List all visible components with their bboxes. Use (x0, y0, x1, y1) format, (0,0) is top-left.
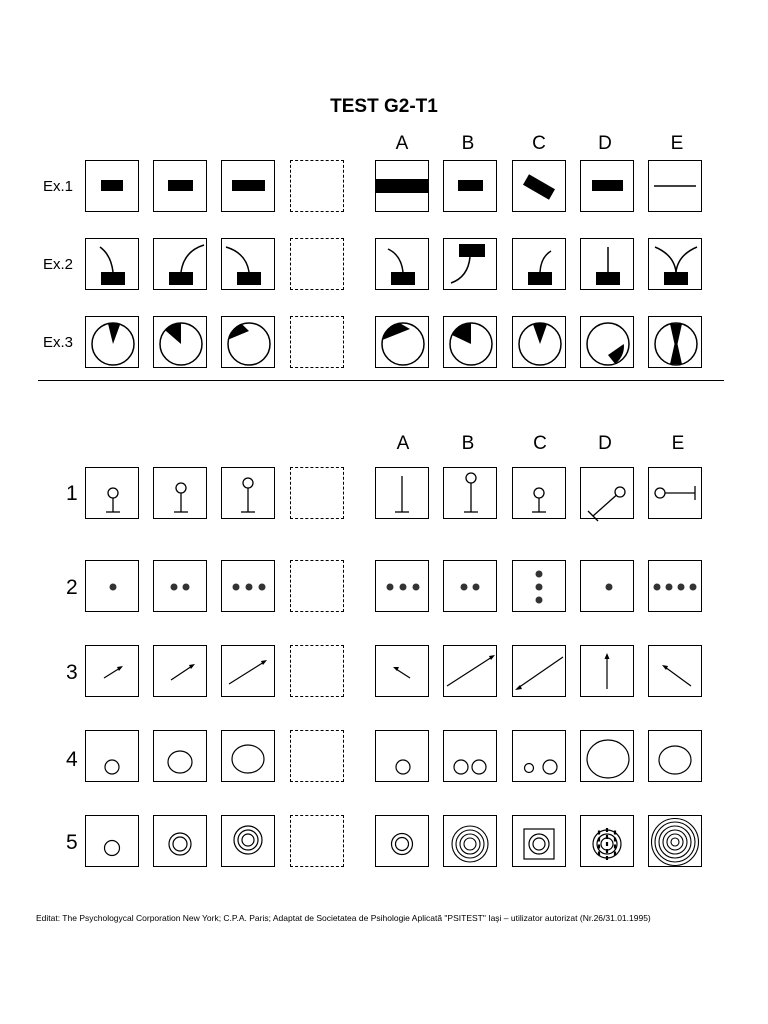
item4-sequence-1 (85, 730, 139, 782)
ex1-sequence-3 (221, 160, 275, 212)
item2-option-b[interactable] (443, 560, 497, 612)
ex3-sequence-3 (221, 316, 275, 368)
item3-option-d[interactable] (580, 645, 634, 697)
col-letter-e-test: E (671, 433, 685, 454)
item2-option-e[interactable] (648, 560, 702, 612)
ex2-sequence-2 (153, 238, 207, 290)
col-letter-c: C (532, 133, 546, 154)
item4-option-e[interactable] (648, 730, 702, 782)
row-label-ex2: Ex.2 (43, 256, 74, 273)
item4-sequence-2 (153, 730, 207, 782)
ex2-option-a[interactable] (375, 238, 429, 290)
item3-option-c[interactable] (512, 645, 566, 697)
ex2-option-d[interactable] (580, 238, 634, 290)
ex3-sequence-2 (153, 316, 207, 368)
col-letter-d: D (598, 133, 612, 154)
item2-option-a[interactable] (375, 560, 429, 612)
item3-option-a[interactable] (375, 645, 429, 697)
ex2-option-b[interactable] (443, 238, 497, 290)
item4-option-b[interactable] (443, 730, 497, 782)
ex1-option-d[interactable] (580, 160, 634, 212)
item3-option-e[interactable] (648, 645, 702, 697)
item4-option-c[interactable] (512, 730, 566, 782)
ex3-option-d[interactable] (580, 316, 634, 368)
item5-sequence-2 (153, 815, 207, 867)
item1-option-d[interactable] (580, 467, 634, 519)
row-label-3: 3 (66, 661, 78, 684)
item4-option-d[interactable] (580, 730, 634, 782)
item3-sequence-3 (221, 645, 275, 697)
item2-option-c[interactable] (512, 560, 566, 612)
row-label-4: 4 (66, 748, 78, 771)
ex3-missing-box[interactable] (290, 316, 344, 368)
section-divider (38, 380, 724, 381)
item4-missing-box[interactable] (290, 730, 344, 782)
item2-sequence-2 (153, 560, 207, 612)
item2-missing-box[interactable] (290, 560, 344, 612)
ex1-sequence-1 (85, 160, 139, 212)
col-letter-a: A (395, 133, 409, 154)
item3-sequence-1 (85, 645, 139, 697)
ex3-sequence-1 (85, 316, 139, 368)
item5-option-b[interactable] (443, 815, 497, 867)
ex2-missing-box[interactable] (290, 238, 344, 290)
item2-sequence-1 (85, 560, 139, 612)
item3-sequence-2 (153, 645, 207, 697)
ex3-option-c[interactable] (512, 316, 566, 368)
item5-option-d[interactable] (580, 815, 634, 867)
col-letter-b: B (461, 133, 475, 154)
ex1-option-b[interactable] (443, 160, 497, 212)
ex3-option-e[interactable] (648, 316, 702, 368)
item3-option-b[interactable] (443, 645, 497, 697)
item4-option-a[interactable] (375, 730, 429, 782)
ex3-option-a[interactable] (375, 316, 429, 368)
row-label-5: 5 (66, 831, 78, 854)
col-letter-a-test: A (396, 433, 410, 454)
ex2-option-e[interactable] (648, 238, 702, 290)
item5-sequence-3 (221, 815, 275, 867)
item5-option-a[interactable] (375, 815, 429, 867)
ex1-option-c[interactable] (512, 160, 566, 212)
item5-sequence-1 (85, 815, 139, 867)
ex1-option-a[interactable] (375, 160, 429, 212)
ex1-option-e[interactable] (648, 160, 702, 212)
col-letter-d-test: D (598, 433, 612, 454)
row-label-ex1: Ex.1 (43, 178, 74, 195)
item1-sequence-2 (153, 467, 207, 519)
row-label-2: 2 (66, 576, 78, 599)
col-letter-b-test: B (461, 433, 475, 454)
ex1-missing-box[interactable] (290, 160, 344, 212)
item1-sequence-1 (85, 467, 139, 519)
item1-option-a[interactable] (375, 467, 429, 519)
item5-option-e[interactable] (648, 815, 702, 867)
row-label-ex3: Ex.3 (43, 334, 74, 351)
row-label-1: 1 (66, 482, 78, 505)
ex3-option-b[interactable] (443, 316, 497, 368)
item2-sequence-3 (221, 560, 275, 612)
item2-option-d[interactable] (580, 560, 634, 612)
col-letter-c-test: C (533, 433, 547, 454)
ex2-sequence-1 (85, 238, 139, 290)
page-title: TEST G2-T1 (330, 96, 438, 117)
item5-option-c[interactable] (512, 815, 566, 867)
ex2-option-c[interactable] (512, 238, 566, 290)
item1-option-c[interactable] (512, 467, 566, 519)
item1-missing-box[interactable] (290, 467, 344, 519)
ex1-sequence-2 (153, 160, 207, 212)
item5-missing-box[interactable] (290, 815, 344, 867)
item4-sequence-3 (221, 730, 275, 782)
item1-option-b[interactable] (443, 467, 497, 519)
item1-option-e[interactable] (648, 467, 702, 519)
col-letter-e: E (670, 133, 684, 154)
footer-credits: Editat: The Psychologycal Corporation New York; C.P.A. Paris; Adaptat de Societatea de Psihologie Aplicată "PSITEST" Iaşi – utilizator autorizat (Nr.26/31.01.1995) (36, 913, 651, 923)
item3-missing-box[interactable] (290, 645, 344, 697)
item1-sequence-3 (221, 467, 275, 519)
ex2-sequence-3 (221, 238, 275, 290)
